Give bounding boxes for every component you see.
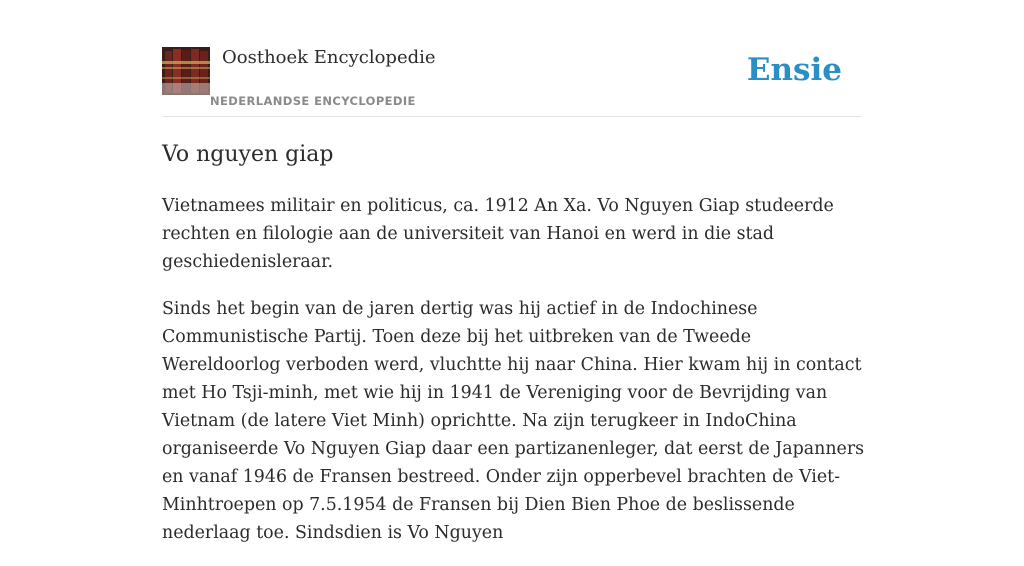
ensie-logo[interactable]: Ensie: [746, 52, 842, 88]
article-body: [162, 192, 867, 566]
article-paragraph: Vietnamees militair en politicus, ca. 1912 An Xa. Vo Nguyen Giap studeerde rechten en filologie aan de universiteit van Hanoi en werd in die stad geschiedenisleraar.: [162, 196, 834, 272]
encyclopedia-books-icon[interactable]: [162, 47, 210, 95]
article-paragraph: Sinds het begin van de jaren dertig was hij actief in de Indochinese Communistische Partij. Toen deze bij het uitbreken van de Tweede Wereldoorlog verboden werd, vluchtte hij naar China. Hier kwam hij in contact met Ho Tsji-minh, met wie hij in 1941 de Vereniging voor de Bevrijding van Vietnam (de latere Viet Minh) oprichtte. Na zijn terugkeer in IndoChina organiseerde Vo Nguyen Giap daar een partizanenleger, dat eerst de Japanners en vanaf 1946 de Fransen bestreed. Onder zijn opperbevel brachten de Viet-Minhtroepen op 7.5.1954 de Fransen bij Dien Bien Phoe de beslissende nederlaag toe. Sindsdien is Vo Nguyen: [162, 299, 865, 543]
site-subtitle: NEDERLANDSE ENCYCLOPEDIE: [210, 94, 416, 108]
article-title: Vo nguyen giap: [162, 142, 334, 167]
site-header: [162, 0, 862, 117]
site-name[interactable]: Oosthoek Encyclopedie: [222, 47, 436, 68]
